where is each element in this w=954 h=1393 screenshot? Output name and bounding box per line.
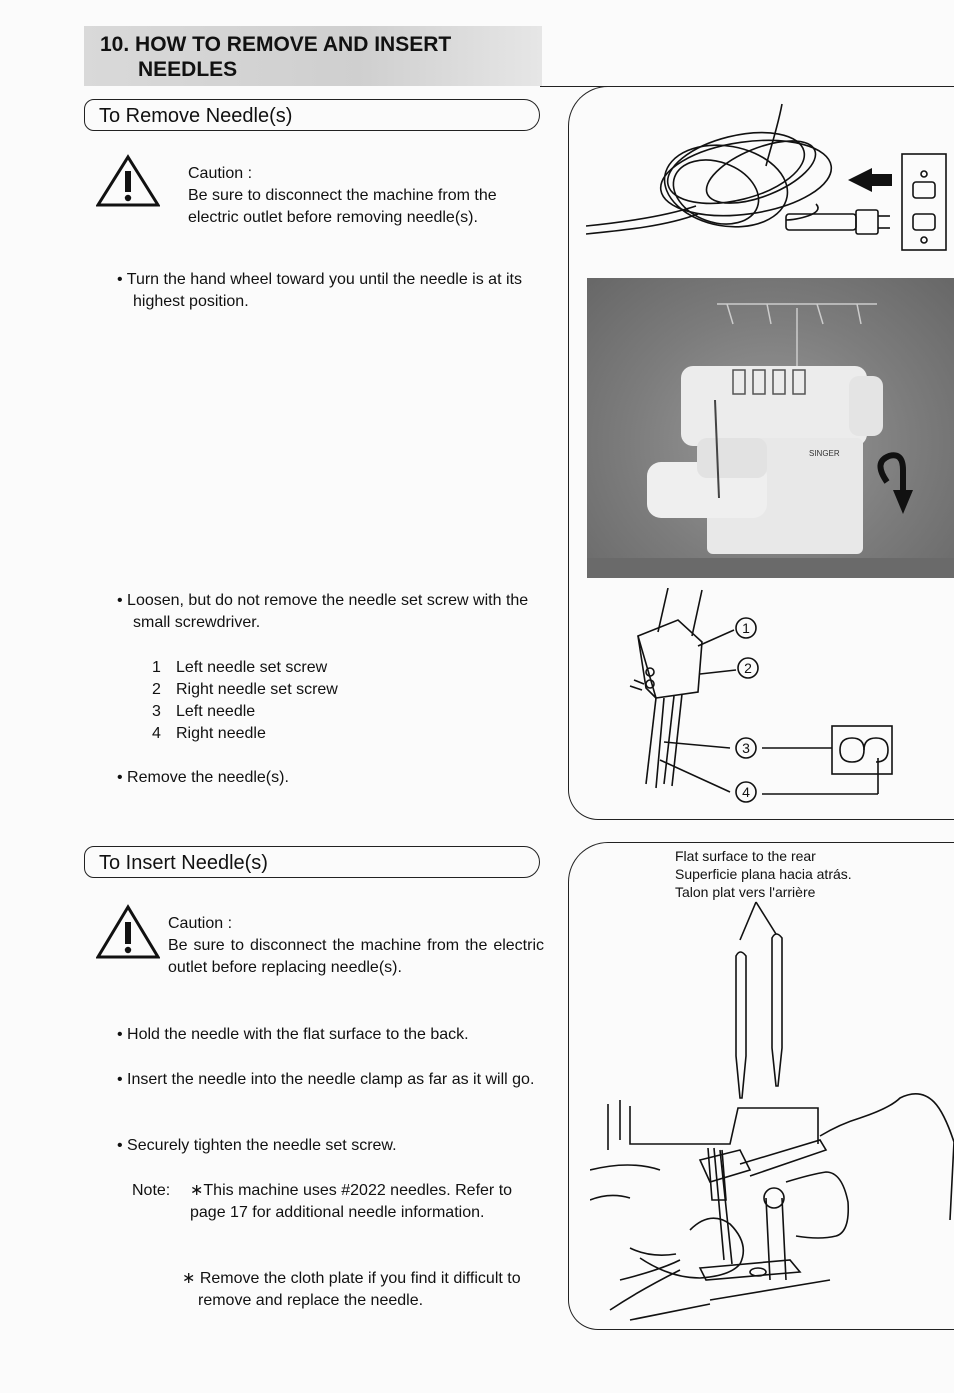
part-label: Right needle — [176, 725, 266, 742]
title-line-2: NEEDLES — [138, 58, 238, 81]
part-number: 2 — [152, 681, 161, 698]
needle-clamp-diagram — [590, 588, 910, 806]
caution-title: Caution : — [168, 915, 233, 932]
part-label: Left needle set screw — [176, 659, 328, 676]
caution-text: Be sure to disconnect the machine from the electric outlet before replacing needle(s). — [168, 937, 544, 976]
remove-heading: To Remove Needle(s) — [84, 99, 540, 131]
note-label: Note: — [132, 1182, 171, 1199]
caption-fr: Talon plat vers l'arrière — [675, 884, 816, 900]
caution-icon — [96, 154, 160, 208]
caption-es: Superficie plana hacia atrás. — [675, 866, 852, 882]
power-cord-illustration — [586, 96, 950, 264]
remove-step-2-text: Loosen, but do not remove the needle set screw with the small screwdriver. — [127, 592, 529, 631]
callout-1: 1 — [742, 620, 750, 636]
remove-step-2: • Loosen, but do not remove the needle set screw with the small screwdriver. — [117, 592, 529, 631]
note-1: ∗This machine uses #2022 needles. Refer to page 17 for additional needle information. — [190, 1182, 513, 1221]
part-number: 4 — [152, 725, 161, 742]
remove-step-3-text: Remove the needle(s). — [127, 769, 289, 786]
insert-step-3: • Securely tighten the needle set screw. — [117, 1137, 397, 1154]
part-number: 3 — [152, 703, 161, 720]
part-label: Left needle — [176, 703, 256, 720]
remove-step-3: • Remove the needle(s). — [117, 769, 289, 786]
title-line-1: 10. HOW TO REMOVE AND INSERT — [100, 33, 452, 56]
list-item — [152, 701, 452, 723]
part-number: 1 — [152, 659, 161, 676]
insert-heading: To Insert Needle(s) — [84, 846, 540, 878]
caption-en: Flat surface to the rear — [675, 848, 816, 864]
remove-caution — [188, 163, 544, 229]
part-label: Right needle set screw — [176, 681, 338, 698]
insert-caution — [168, 913, 544, 979]
caution-title: Caution : — [188, 165, 253, 182]
callout-2: 2 — [744, 660, 752, 676]
list-item — [152, 657, 452, 679]
insert-step-1: • Hold the needle with the flat surface to the back. — [117, 1026, 469, 1043]
insert-step-3-text: Securely tighten the needle set screw. — [127, 1137, 397, 1154]
remove-step-1-text: Turn the hand wheel toward you until the needle is at its highest position. — [126, 271, 522, 310]
callout-3: 3 — [742, 740, 750, 756]
insert-step-2-text: Insert the needle into the needle clamp as far as it will go. — [127, 1071, 535, 1088]
insert-step-2: • Insert the needle into the needle clamp as far as it will go. — [117, 1071, 535, 1088]
sewing-machine-illustration — [587, 278, 954, 578]
list-item — [152, 723, 452, 745]
callout-4: 4 — [742, 784, 750, 800]
note-2: ∗ Remove the cloth plate if you find it difficult to remove and replace the needle. — [182, 1270, 521, 1309]
insert-step-1-text: Hold the needle with the flat surface to the back. — [127, 1026, 469, 1043]
brand-label: SINGER — [809, 449, 840, 458]
remove-step-1: • Turn the hand wheel toward you until the needle is at its highest position. — [117, 271, 522, 310]
caution-text: Be sure to disconnect the machine from the electric outlet before removing needle(s). — [188, 187, 497, 226]
note-block — [132, 1180, 546, 1224]
page-title — [100, 32, 451, 82]
needle-insertion-illustration — [590, 900, 954, 1326]
list-item — [152, 679, 452, 701]
flat-surface-caption — [675, 847, 852, 901]
caution-icon — [96, 904, 160, 960]
parts-list — [152, 657, 452, 745]
